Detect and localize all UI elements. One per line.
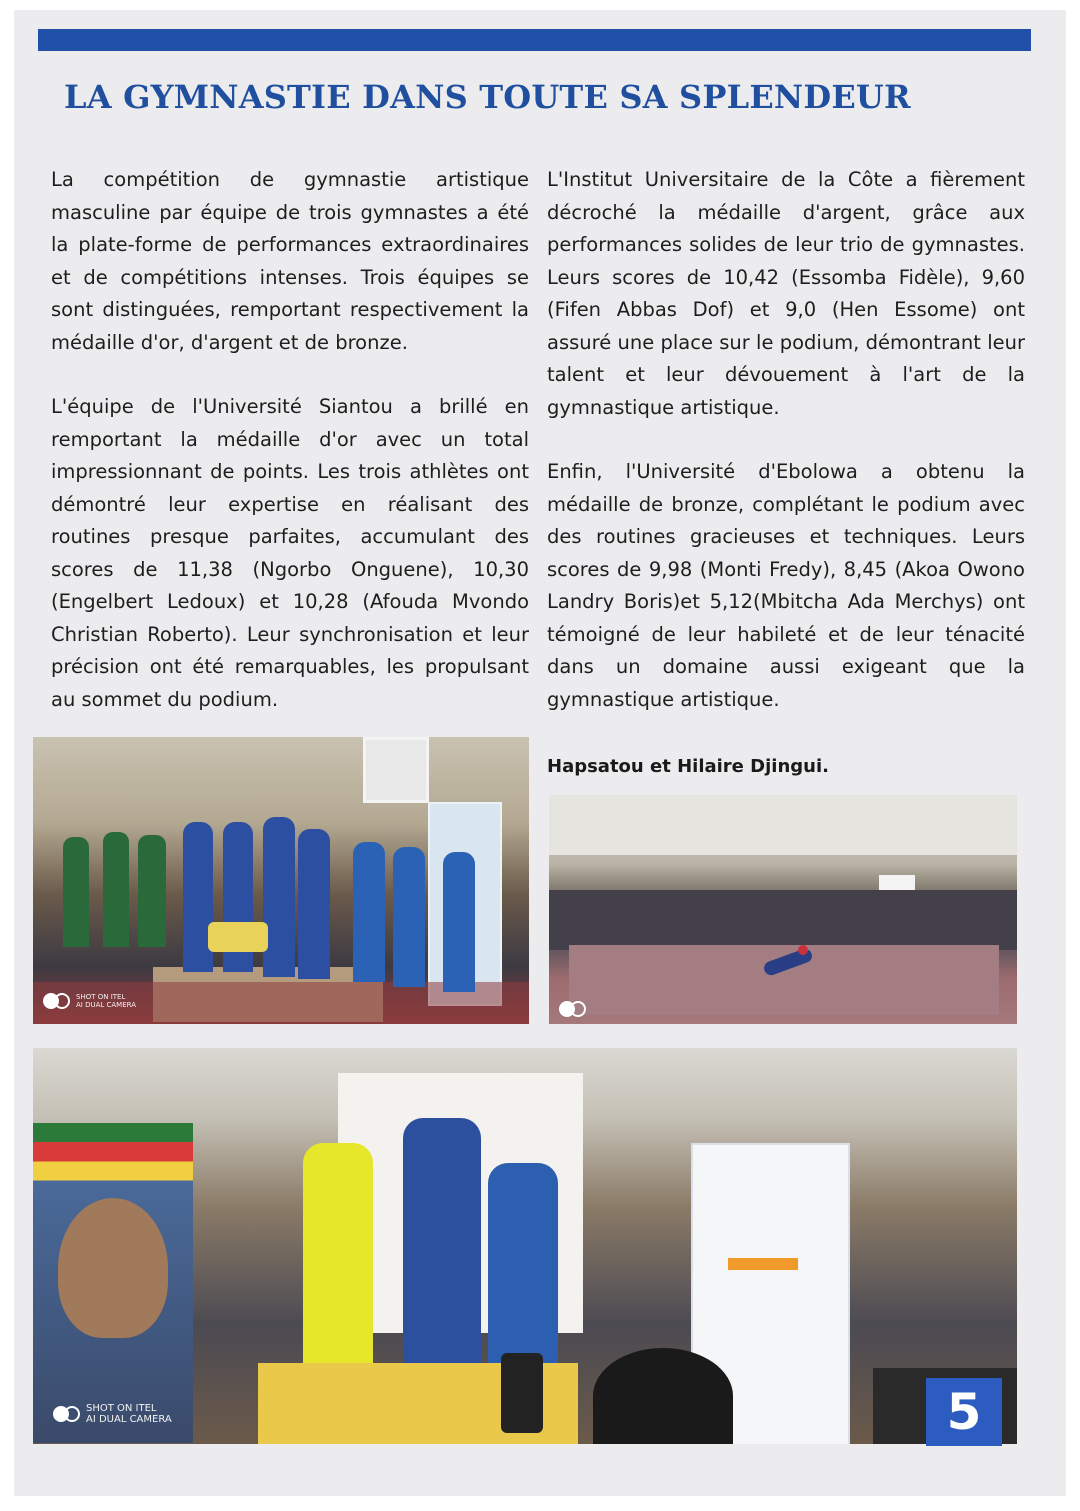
watermark-line: AI DUAL CAMERA bbox=[76, 1001, 137, 1009]
paragraph: Enfin, l'Université d'Ebolowa a obtenu la médaille de bronze, complétant le podium avec des routines gracieuses et techniques. Leurs scores de 9,98 (Monti Fredy), 8,45 (Akoa Owono Landry Boris)et 5,12(Mbitcha Ada Merchys) ont témoigné de leur habileté et de leur ténacité dans un domaine aussi exigeant que la gymnastique artistique. bbox=[547, 460, 1025, 711]
article-column-right bbox=[547, 164, 1025, 748]
camera-icon bbox=[53, 1406, 80, 1422]
article-column-left bbox=[51, 164, 529, 748]
header-bar bbox=[38, 29, 1031, 51]
photo-men-podium bbox=[33, 1048, 1017, 1444]
watermark-line: SHOT ON ITEL bbox=[76, 993, 126, 1001]
camera-watermark bbox=[559, 1001, 586, 1017]
page-number: 5 bbox=[926, 1378, 1002, 1446]
article-signature: Hapsatou et Hilaire Djingui. bbox=[547, 756, 829, 777]
camera-watermark bbox=[53, 1403, 172, 1425]
article-title: LA GYMNASTIE DANS TOUTE SA SPLENDEUR bbox=[64, 78, 911, 116]
paragraph: L'Institut Universitaire de la Côte a fièrement décroché la médaille d'argent, grâce aux performances solides de leur trio de gymnastes. Leurs scores de 10,42 (Essomba Fidèle), 9,60 (Fifen Abbas Dof) et 9,0 (Hen Essome) ont assuré une place sur le podium, démontrant leur talent et leur dévouement à l'art de la gymnastique artistique. bbox=[547, 168, 1025, 419]
photo-women-podium bbox=[33, 737, 529, 1024]
camera-icon bbox=[559, 1001, 586, 1017]
camera-watermark bbox=[43, 993, 136, 1009]
watermark-line: SHOT ON ITEL bbox=[86, 1403, 157, 1414]
paragraph: La compétition de gymnastie artistique masculine par équipe de trois gymnastes a été la plate-forme de performances extraordinaires et de compétitions intenses. Trois équipes se sont distinguées, remportant respectivement la médaille d'or, d'argent et de bronze. bbox=[51, 168, 529, 354]
paragraph: L'équipe de l'Université Siantou a brillé en remportant la médaille d'or avec un total impressionnant de points. Les trois athlètes ont démontré leur expertise en réalisant des routines presque parfaites, accumulant des scores de 11,38 (Ngorbo Onguene), 10,30 (Engelbert Ledoux) et 10,28 (Afouda Mvondo Christian Roberto). Leur synchronisation et leur précision ont été remarquables, les propulsant au sommet du podium. bbox=[51, 395, 529, 711]
watermark-line: AI DUAL CAMERA bbox=[86, 1414, 172, 1425]
camera-icon bbox=[43, 993, 70, 1009]
photo-floor-routine bbox=[549, 795, 1017, 1024]
